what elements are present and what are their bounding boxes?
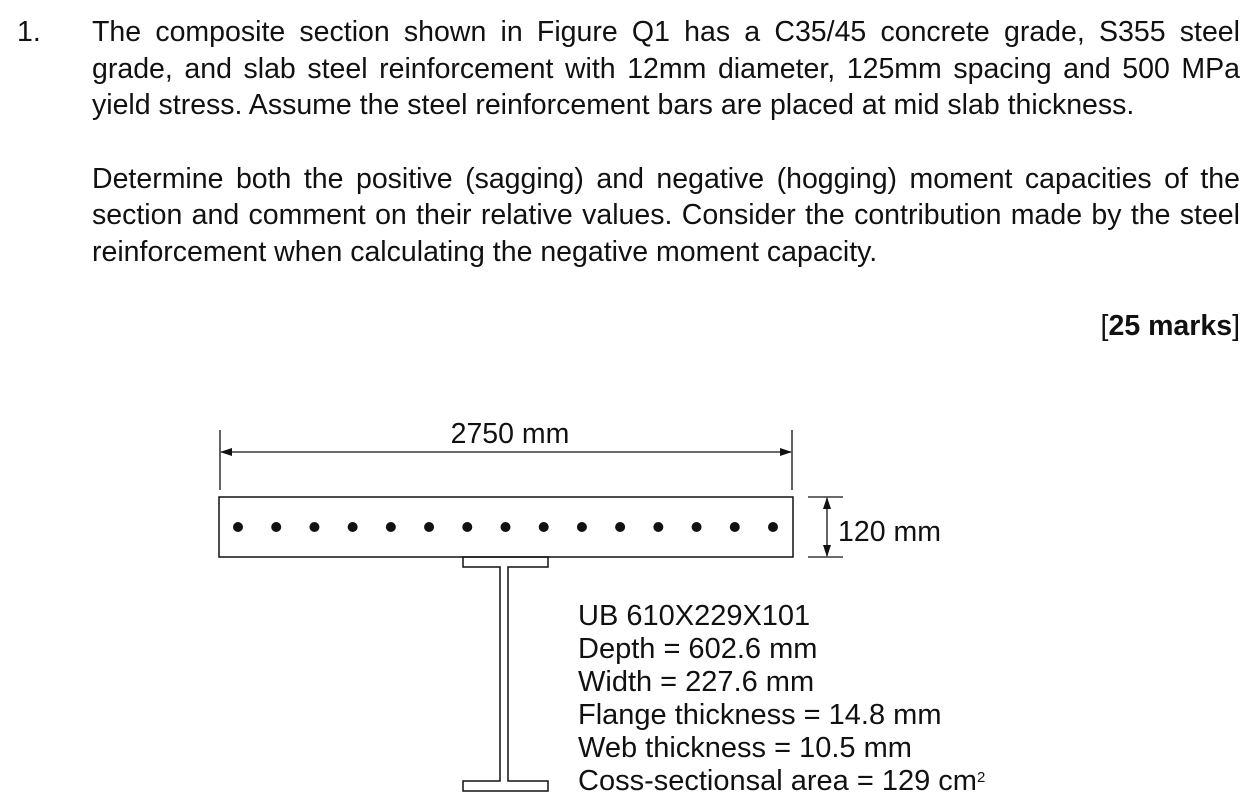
section-area-exponent: 2 bbox=[976, 769, 986, 786]
rebar-dot bbox=[577, 522, 587, 532]
rebar-dot bbox=[233, 522, 243, 532]
slab-depth-label: 120 mm bbox=[838, 516, 941, 548]
rebar-row bbox=[233, 522, 778, 532]
section-designation: UB 610X229X101 bbox=[578, 600, 811, 632]
marks-value: 25 marks bbox=[1108, 310, 1233, 342]
question-number: 1. bbox=[17, 16, 41, 48]
section-area-text: Coss-sectionsal area = 129 cm bbox=[578, 765, 977, 797]
section-flange-thickness: Flange thickness = 14.8 mm bbox=[578, 699, 942, 731]
rebar-dot bbox=[424, 522, 434, 532]
section-depth: Depth = 602.6 mm bbox=[578, 633, 818, 665]
rebar-dot bbox=[462, 522, 472, 532]
rebar-dot bbox=[730, 522, 740, 532]
slab-width-label: 2750 mm bbox=[450, 418, 570, 450]
rebar-dot bbox=[539, 522, 549, 532]
rebar-dot bbox=[348, 522, 358, 532]
marks-close-bracket: ] bbox=[1232, 310, 1240, 342]
rebar-dot bbox=[768, 522, 778, 532]
section-web-thickness: Web thickness = 10.5 mm bbox=[578, 732, 912, 764]
question-paragraph-1: The composite section shown in Figure Q1 has a C35/45 concrete grade, S355 steel grade, and slab steel reinforcement with 12mm diameter, 125mm spacing and 500 MPa yield stress. Assume the steel reinforcement bars are placed at mid slab thickness. bbox=[92, 16, 1240, 121]
section-width: Width = 227.6 mm bbox=[578, 666, 815, 698]
rebar-dot bbox=[692, 522, 702, 532]
marks-open-bracket: [ bbox=[1100, 310, 1109, 342]
rebar-dot bbox=[501, 522, 511, 532]
rebar-dot bbox=[309, 522, 319, 532]
steel-i-section bbox=[463, 557, 548, 791]
rebar-dot bbox=[615, 522, 625, 532]
question-paragraph-2: Determine both the positive (sagging) and negative (hogging) moment capacities of the section and comment on their relative values. Consider the contribution made by the steel reinforcement when calculating the negative moment capacity. bbox=[92, 162, 1240, 268]
rebar-dot bbox=[653, 522, 663, 532]
rebar-dot bbox=[271, 522, 281, 532]
rebar-dot bbox=[386, 522, 396, 532]
section-area bbox=[578, 765, 985, 798]
